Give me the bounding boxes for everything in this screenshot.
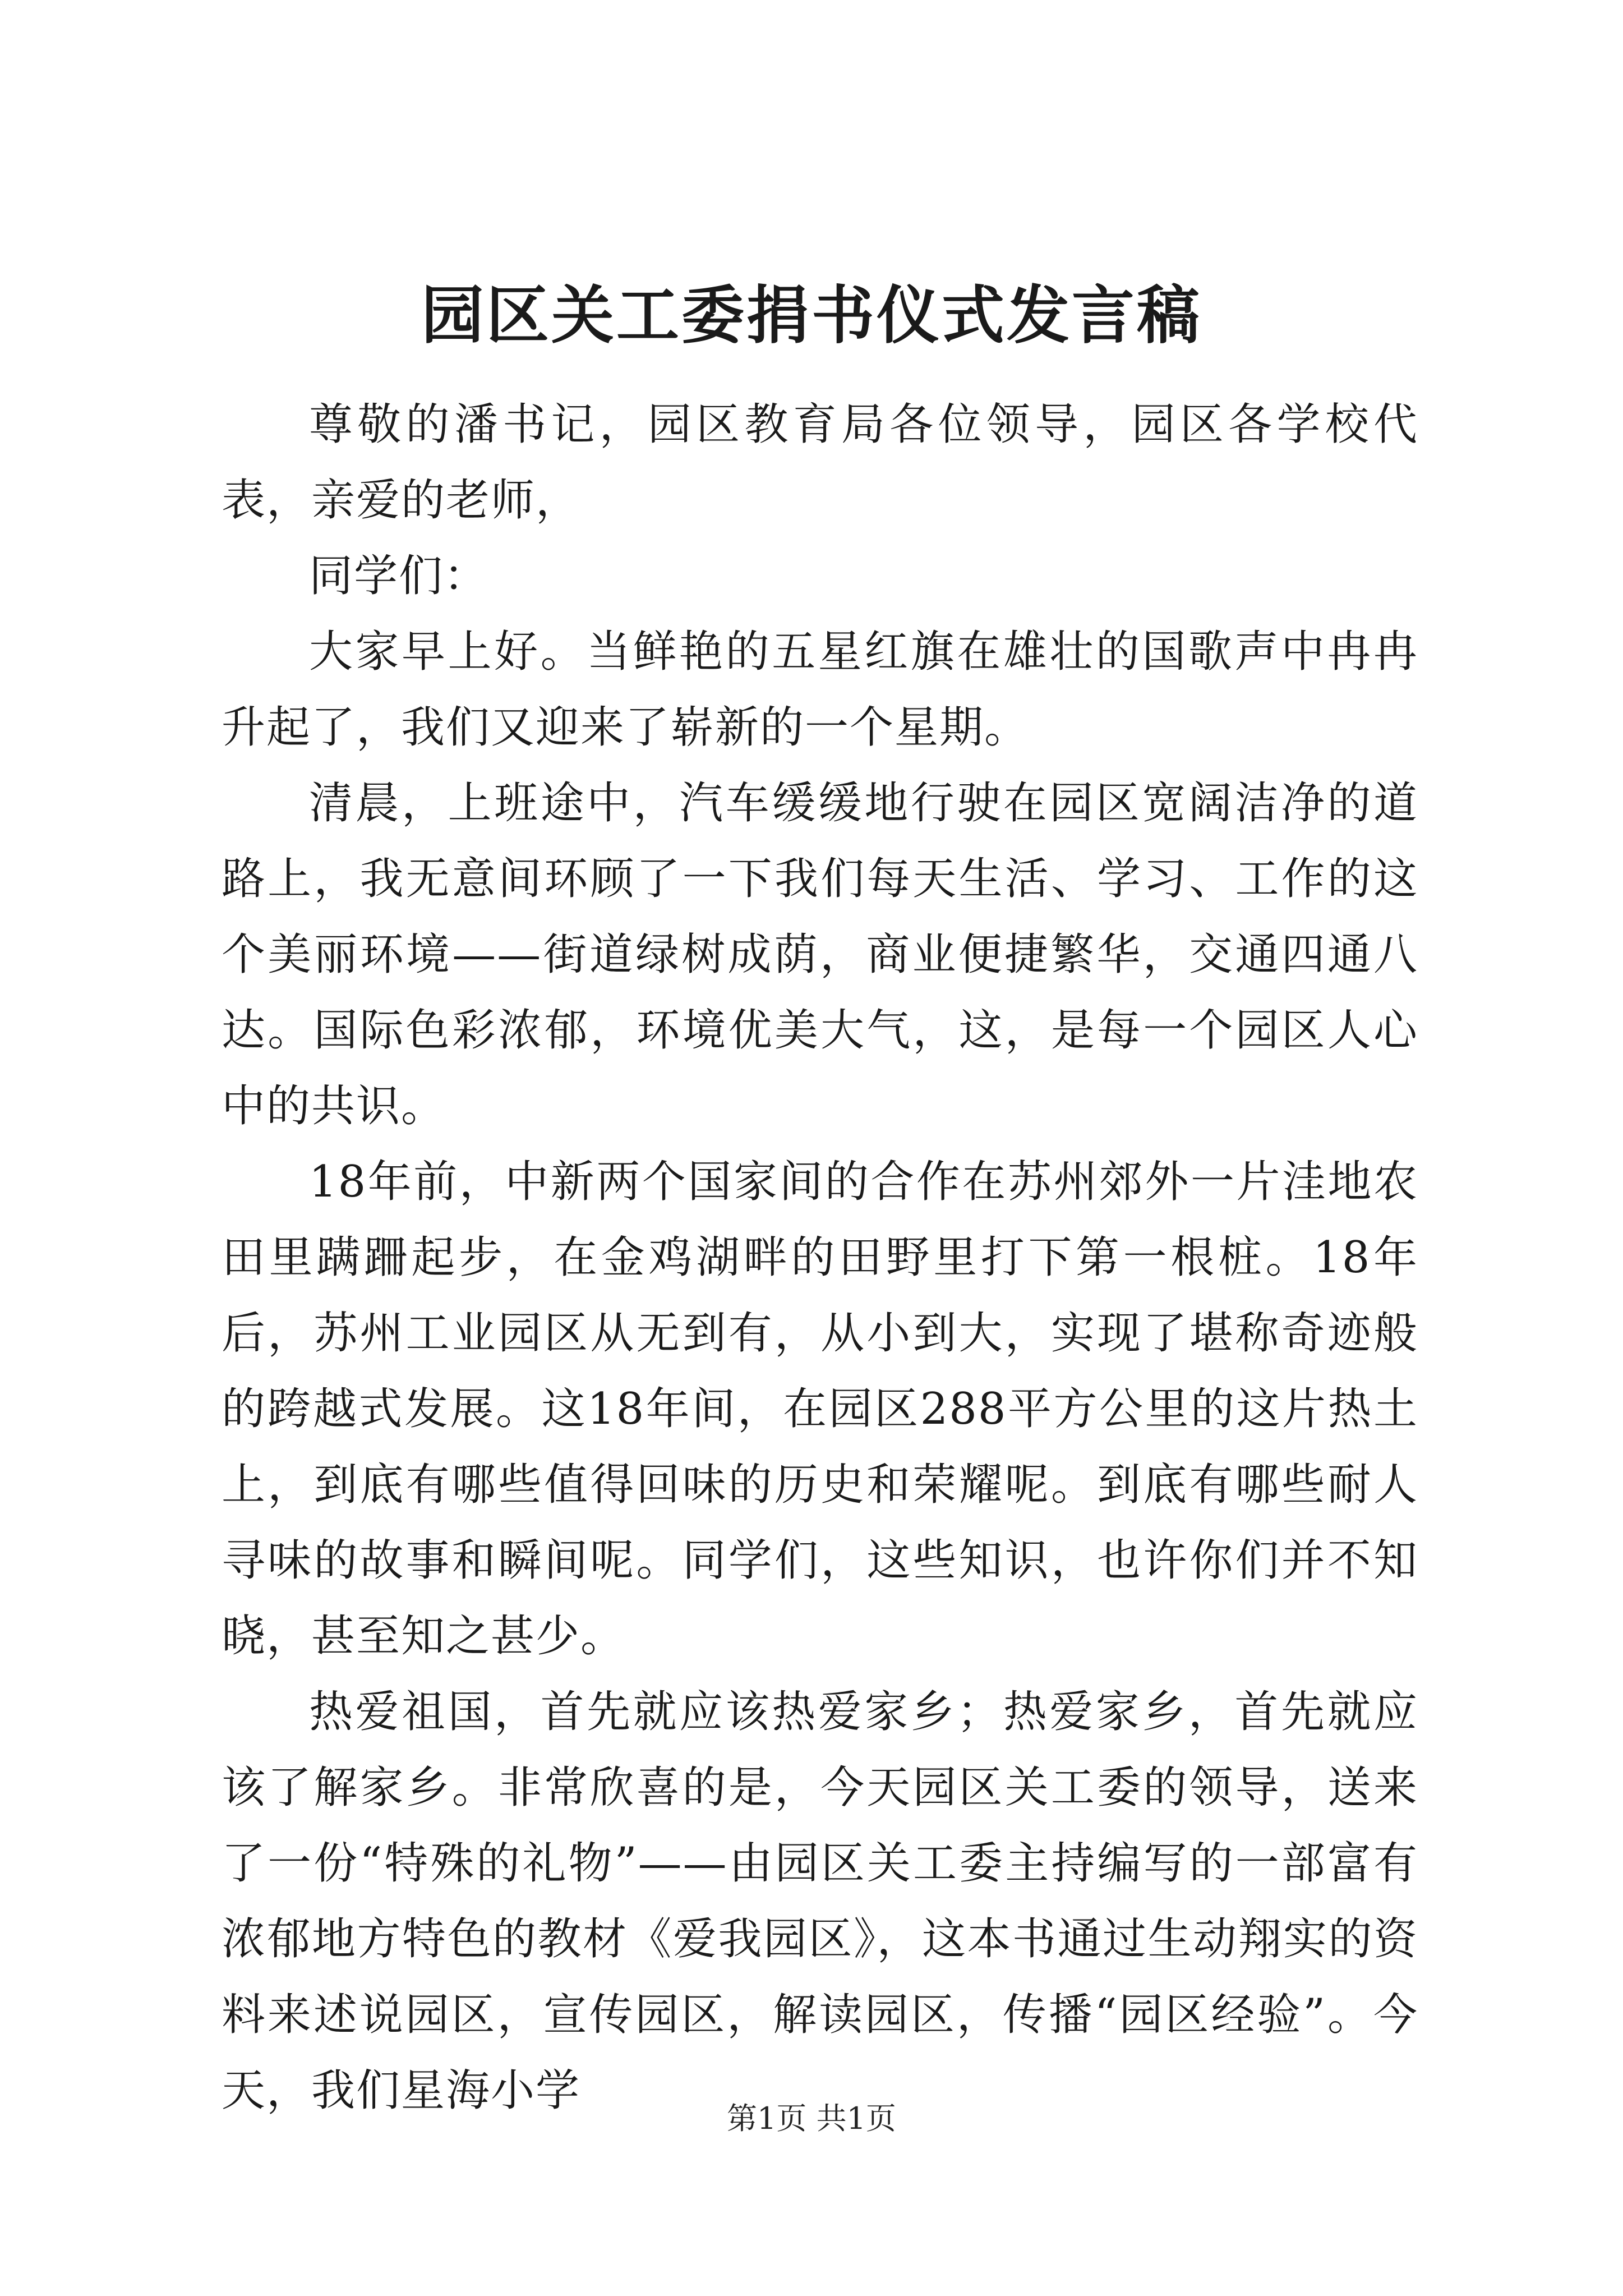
paragraph-salutation: 尊敬的潘书记，园区教育局各位领导，园区各学校代表，亲爱的老师， [222,399,1418,526]
paragraph-gift: 热爱祖国，首先就应该热爱家乡；热爱家乡，首先就应该了解家乡。非常欣喜的是，今天园区关工委的领导，送来了一份“特殊的礼物”——由园区关工委主持编写的一部富有浓郁地方特色的教材《爱我园区》，这本书通过生动翔实的资料来述说园区，宣传园区，解读园区，传播“园区经验”。今天，我们星海小学 [222,1687,1418,2116]
paragraph-salutation-students: 同学们： [309,551,489,601]
paragraph-history: 18年前，中新两个国家间的合作在苏州郊外一片洼地农田里蹒跚起步，在金鸡湖畔的田野里打下第一根桩。18年后，苏州工业园区从无到有，从小到大，实现了堪称奇迹般的跨越式发展。这18年间，在园区288平方公里的这片热土上，到底有哪些值得回味的历史和荣耀呢。到底有哪些耐人寻味的故事和瞬间呢。同学们，这些知识，也许你们并不知晓，甚至知之甚少。 [222,1157,1418,1662]
document-body [222,387,1418,2129]
page-footer: 第1页 共1页 [727,2101,896,2136]
paragraph-greeting: 大家早上好。当鲜艳的五星红旗在雄壮的国歌声中冉冉升起了，我们又迎来了崭新的一个星期。 [222,627,1418,753]
document-title: 园区关工委捐书仪式发言稿 [421,279,1202,352]
paragraph-morning: 清晨，上班途中，汽车缓缓地行驶在园区宽阔洁净的道路上，我无意间环顾了一下我们每天生活、学习、工作的这个美丽环境——街道绿树成荫，商业便捷繁华，交通四通八达。国际色彩浓郁，环境优美大气，这，是每一个园区人心中的共识。 [222,778,1418,1131]
